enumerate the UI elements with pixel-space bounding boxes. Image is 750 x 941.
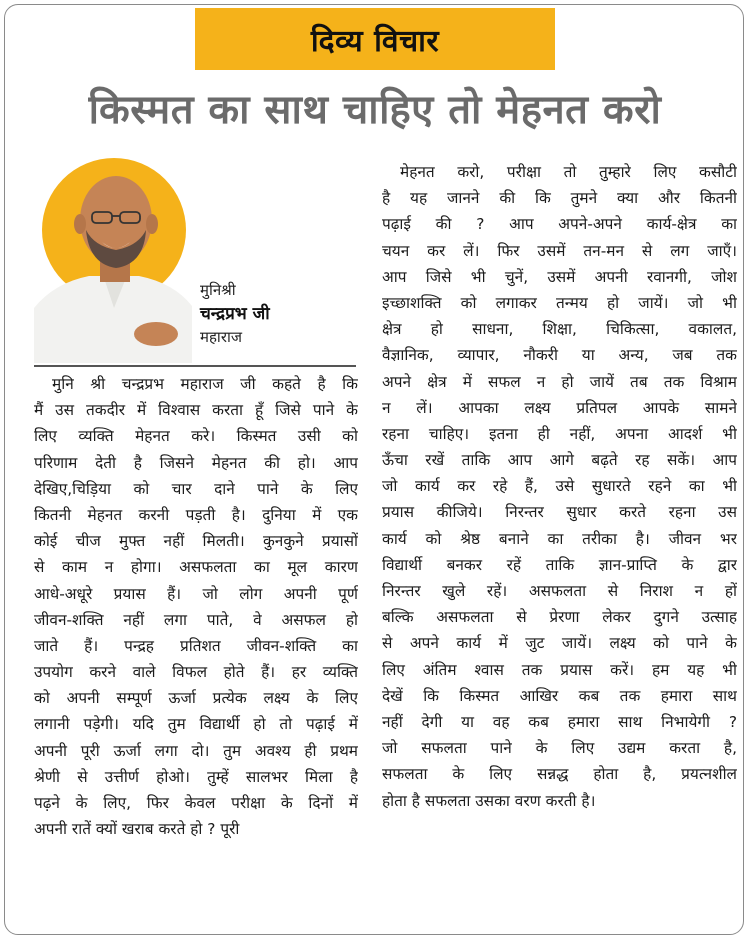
text-line: कितनी मेहनत करनी पड़ती है। दुनिया में एक [34, 505, 358, 524]
text-line: लिए अंतिम श्वास तक प्रयास करें। हम यह भी [382, 660, 737, 679]
headline: किस्मत का साथ चाहिए तो मेहनत करो [88, 87, 662, 133]
author-byline [200, 278, 270, 348]
section-title: दिव्य विचार [310, 23, 440, 59]
text-line: होता है सफलता उसका वरण करती है। [382, 791, 596, 810]
text-line: ऊँचा रखें ताकि आप आगे बढ़ते रह सकें। आप [382, 451, 737, 470]
text-line: देखिए,चिड़िया को चार दाने पाने के लिए [34, 479, 358, 498]
text-line: विद्यार्थी बनकर रहें ताकि ज्ञान-प्राप्ति के द्वार [382, 555, 737, 574]
text-line: लिए व्यक्ति मेहनत करे। किस्मत उसी को [34, 427, 358, 446]
text-line: से अपने कार्य में जुट जायें। लक्ष्य को पाने के [382, 634, 737, 653]
text-line: वैज्ञानिक, व्यापार, नौकरी या अन्य, जब तक [382, 346, 737, 365]
text-line: प्रयास कीजिये। निरन्तर सुधार करते रहना उस [382, 503, 737, 522]
author-photo [34, 158, 192, 363]
text-line: अपनी रातें क्यों खराब करते हो ? पूरी [34, 820, 240, 839]
text-line: नहीं देगी या वह कब हमारा साथ निभायेगी ? [382, 712, 737, 731]
text-line: निरन्तर खुले रहें। असफलता से निराश न हों [382, 582, 737, 600]
text-line: सफलता के लिए सन्नद्ध होता है, प्रयत्नशील [382, 765, 737, 784]
text-line: मेहनत करो, परीक्षा तो तुम्हारे लिए कसौटी [400, 163, 737, 181]
author-name: चन्द्रप्रभ जी [200, 304, 270, 324]
text-line: जो सफलता पाने के लिए उद्यम करता है, [382, 739, 737, 758]
text-line: पढ़ाई की ? आप अपने-अपने कार्य-क्षेत्र का [382, 215, 737, 234]
text-line: न लें। आपका लक्ष्य प्रतिपल आपके सामने [382, 398, 737, 417]
text-line: रहना चाहिए। इतना ही नहीं, अपना आदर्श भी [382, 424, 737, 443]
author-portrait-illustration [34, 158, 192, 363]
text-line: से काम न होगा। असफलता का मूल कारण [34, 558, 358, 577]
text-line: श्रेणी से उत्तीर्ण होओ। तुम्हें सालभर मिला है [34, 767, 358, 786]
text-line: जाते हैं। पन्द्रह प्रतिशत जीवन-शक्ति का [34, 636, 358, 655]
text-line: पढ़ने के लिए, फिर केवल परीक्षा के दिनों में [34, 794, 358, 812]
text-line: उपयोग करने वाले विफल होते हैं। हर व्यक्ति [34, 663, 358, 682]
author-role: मुनिश्री [200, 281, 236, 299]
text-line: देखें कि किस्मत आखिर कब तक हमारा साथ [382, 686, 737, 705]
text-line: जीवन-शक्ति नहीं लगा पाते, वे असफल हो [34, 610, 358, 629]
section-banner [195, 8, 555, 70]
byline-divider [34, 365, 356, 367]
text-line: परिणाम देती है जिसने मेहनत की हो। आप [34, 453, 358, 472]
text-line: को अपनी सम्पूर्ण ऊर्जा प्रत्येक लक्ष्य के लिए [34, 689, 358, 708]
text-line: क्षेत्र हो साधना, शिक्षा, चिकित्सा, वकालत, [382, 320, 737, 339]
text-line: इच्छाशक्ति को लगाकर तन्मय हो जायें। जो भी [382, 293, 737, 312]
text-line: बल्कि असफलता से प्रेरणा लेकर दुगने उत्साह [382, 608, 737, 627]
text-line: है यह जानने की कि तुमने क्या और कितनी [382, 189, 737, 208]
text-line: मैं उस तकदीर में विश्वास करता हूँ जिसे पाने के [34, 401, 358, 420]
text-line: चयन कर लें। फिर उसमें तन-मन से लग जाएँ। [382, 241, 737, 260]
text-line: अपनी पूरी ऊर्जा लगा दो। तुम अवश्य ही प्रथम [34, 741, 358, 760]
text-line: कोई चीज मुफ्त नहीं मिलती। कुनकुने प्रयासों [34, 532, 358, 551]
text-line: अपने क्षेत्र में सफल न हो जायें तब तक विश्राम [382, 372, 737, 391]
text-line: आधे-अधूरे प्रयास हैं। जो लोग अपनी पूर्ण [34, 584, 358, 603]
article-column-left [34, 371, 358, 842]
text-line: कार्य को श्रेष्ठ बनाने का तरीका है। जीवन भर [382, 529, 737, 548]
author-suffix: महाराज [200, 328, 242, 346]
text-line: आप जिसे भी चुनें, उसमें अपनी रवानगी, जोश [382, 267, 737, 286]
text-line: जो कार्य कर रहे हैं, उसे सुधारते रहने का भी [382, 477, 737, 496]
text-line: लगानी पड़ेगी। यदि तुम विद्यार्थी हो तो पढ़ाई में [34, 715, 358, 734]
text-line: मुनि श्री चन्द्रप्रभ महाराज जी कहते है कि [52, 375, 358, 393]
article-column-right [382, 159, 737, 814]
